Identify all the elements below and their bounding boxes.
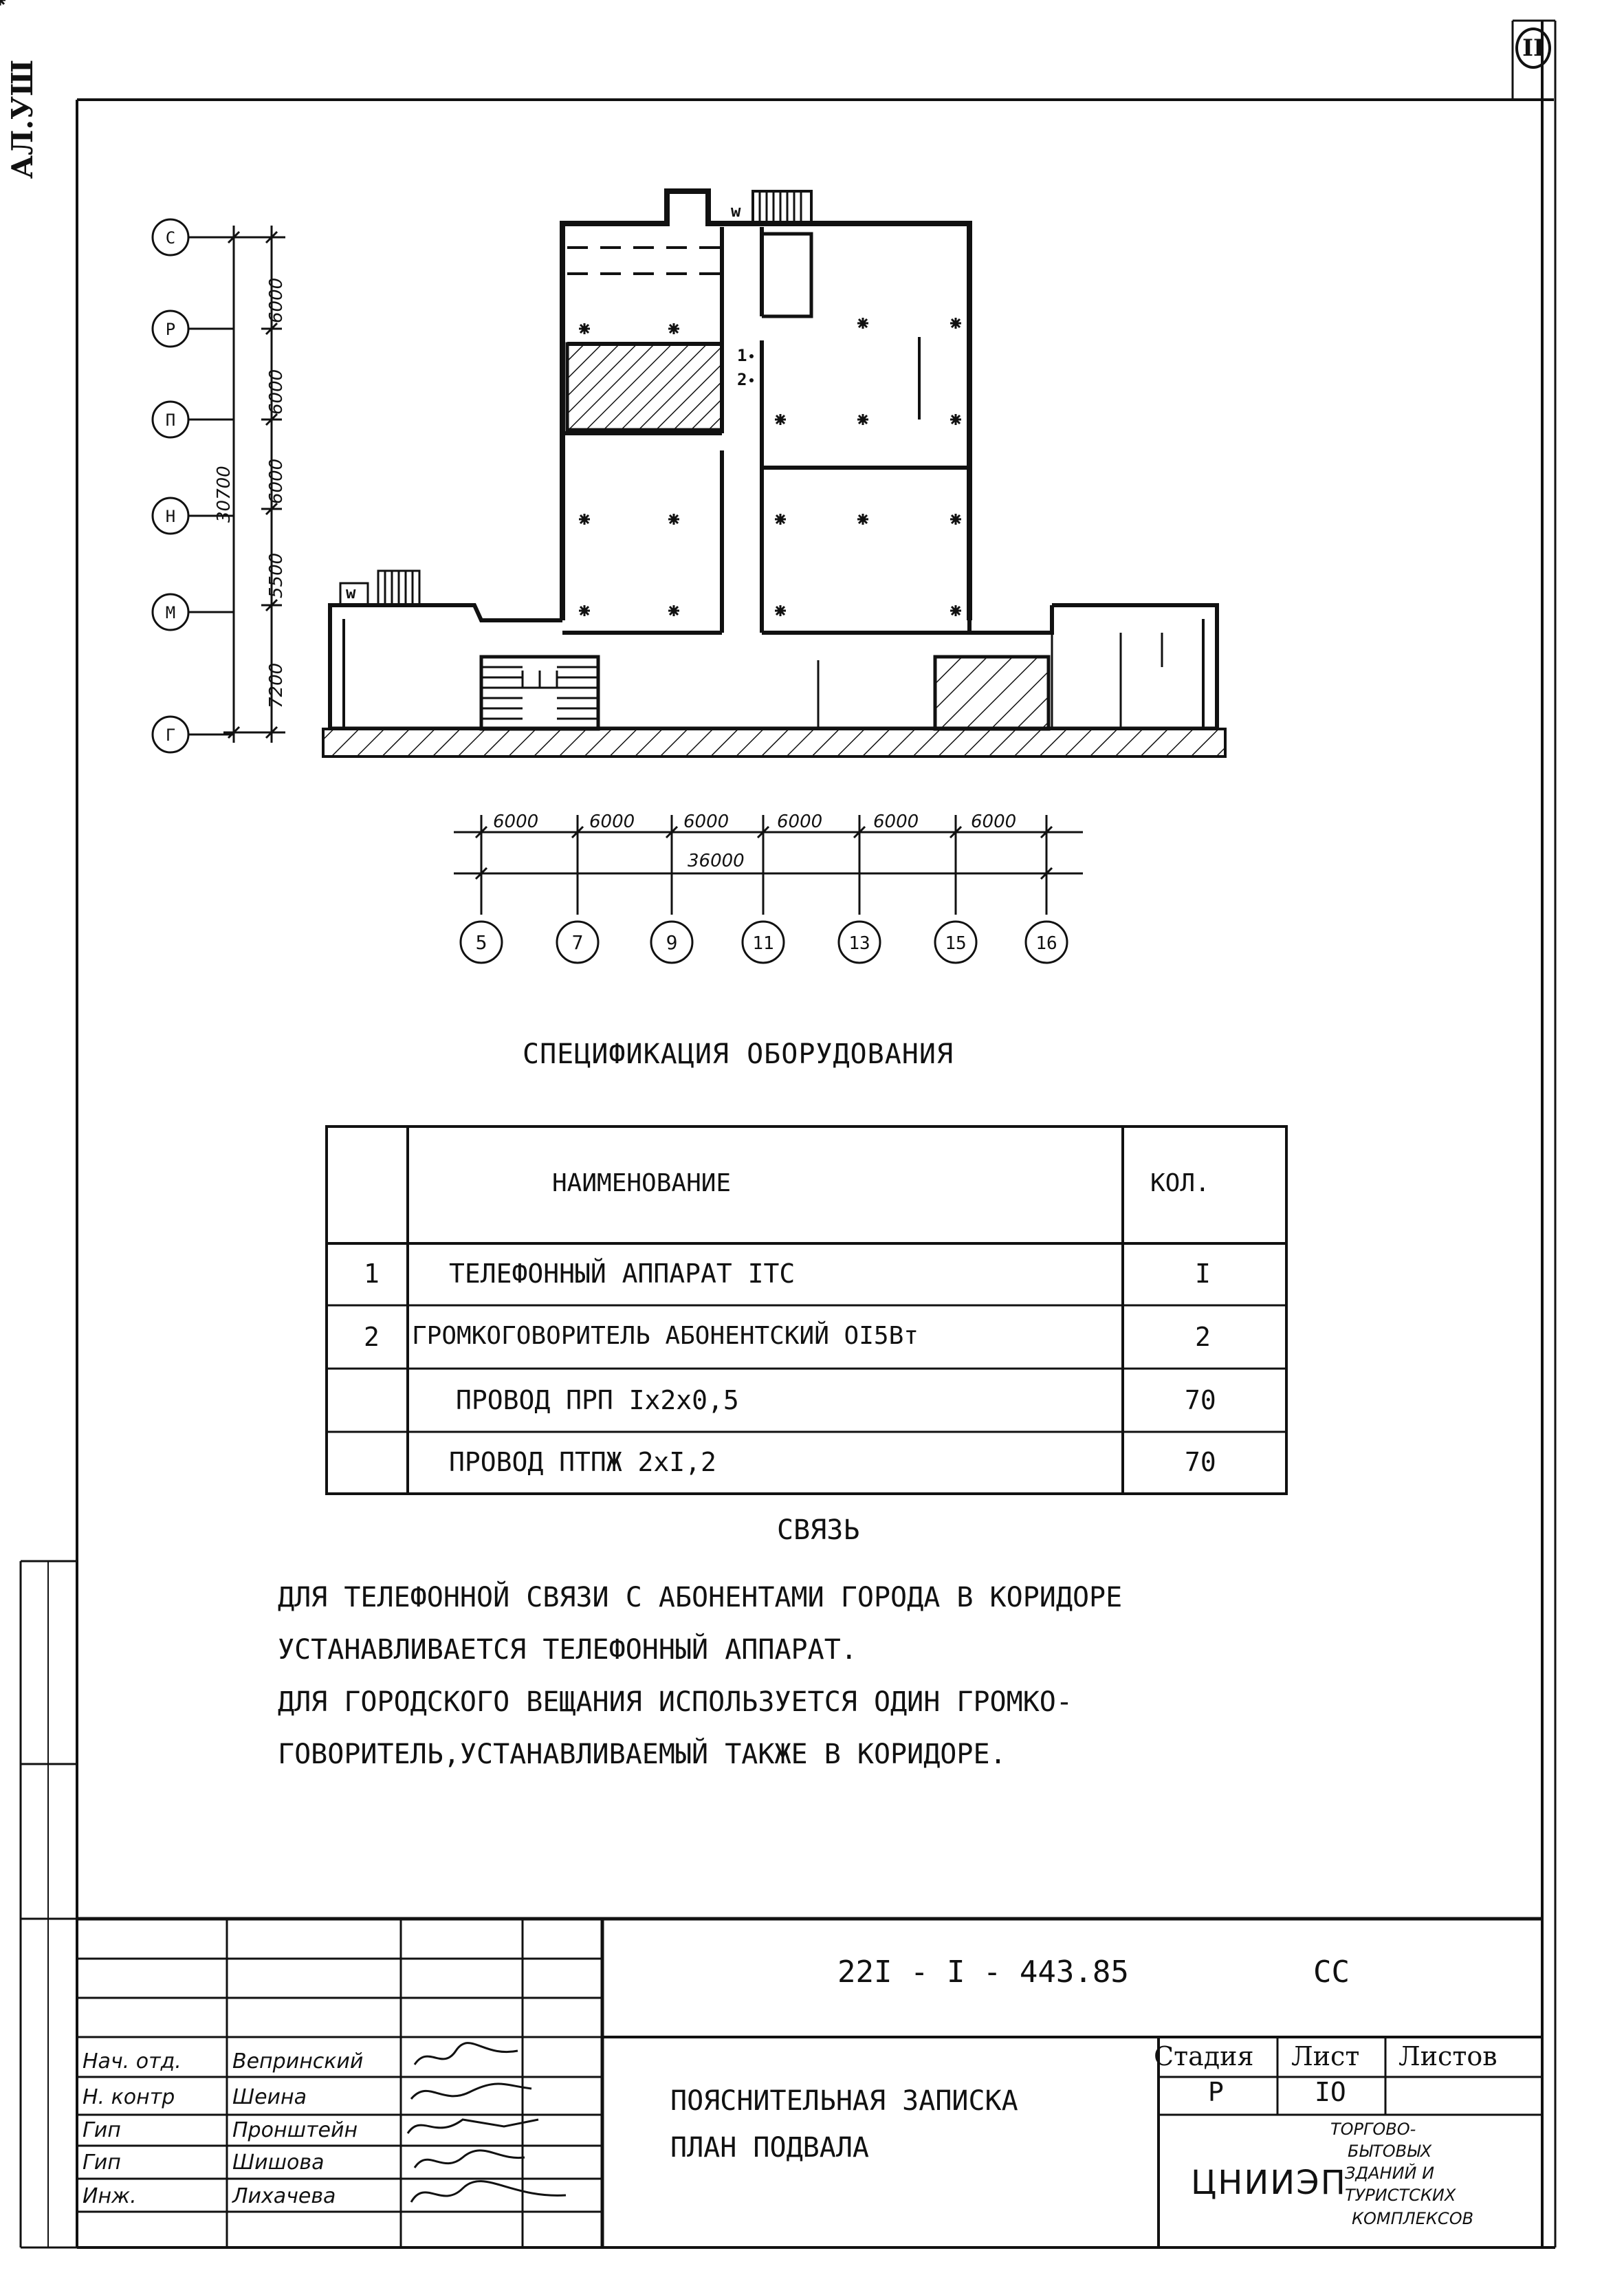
axis-col-5: 5 [475, 931, 487, 954]
col-dim-3: 6000 [683, 812, 729, 832]
axis-row-p: П [165, 411, 176, 430]
name-4: Шишова [232, 2151, 325, 2175]
name-3: Пронштейн [232, 2118, 358, 2142]
axis-row-n: Н [165, 507, 176, 526]
equipment-mark-1: 1 [737, 346, 747, 365]
org-desc-2: БЫТОВЫХ [1348, 2142, 1432, 2161]
org-desc-5: КОМПЛЕКСОВ [1352, 2209, 1474, 2228]
name-2: Шеина [232, 2085, 307, 2109]
spec-row-1-name: ТЕЛЕФОННЫЙ АППАРАТ ITC [449, 1259, 795, 1289]
role-4: Гип [83, 2151, 121, 2175]
name-1: Вепринский [232, 2049, 364, 2073]
notes-line-2: УСТАНАВЛИВАЕТСЯ ТЕЛЕФОННЫЙ АППАРАТ. [278, 1634, 857, 1666]
stage-label: Стадия [1154, 2041, 1254, 2071]
sheets-label: Листов [1398, 2041, 1497, 2071]
axis-col-15: 15 [945, 933, 967, 954]
col-dim-6: 6000 [971, 812, 1017, 832]
notes-heading: СВЯЗЬ [777, 1514, 860, 1546]
axis-row-r: Р [165, 320, 176, 339]
doc-mark: СС [1313, 1955, 1350, 1990]
axis-col-7: 7 [571, 931, 584, 954]
role-1: Нач. отд. [83, 2049, 182, 2073]
description-line-1: ПОЯСНИТЕЛЬНАЯ ЗАПИСКА [670, 2085, 1018, 2117]
spec-title: СПЕЦИФИКАЦИЯ ОБОРУДОВАНИЯ [523, 1038, 954, 1070]
col-dim-4: 6000 [777, 812, 823, 832]
axis-col-13: 13 [848, 933, 870, 954]
equipment-mark-2: 2 [737, 370, 747, 389]
role-2: Н. контр [83, 2085, 175, 2109]
org-desc-4: ТУРИСТСКИХ [1345, 2186, 1456, 2205]
role-5: Инж. [83, 2184, 137, 2208]
spec-row-3-qty: 70 [1185, 1385, 1216, 1415]
axis-row-c: С [165, 228, 176, 248]
name-5: Лихачева [232, 2184, 336, 2208]
row-dim-3: 6000 [266, 458, 287, 504]
row-dim-1: 6000 [266, 277, 287, 323]
axis-col-16: 16 [1035, 933, 1057, 954]
spec-header-qty: КОЛ. [1150, 1169, 1210, 1197]
row-dim-2: 6000 [266, 369, 287, 415]
stage-value: Р [1208, 2077, 1224, 2107]
doc-code: 22I - I - 443.85 [837, 1955, 1129, 1990]
sheet-label: Лист [1291, 2041, 1360, 2071]
row-dim-4: 5500 [266, 552, 287, 598]
spec-row-1-qty: I [1195, 1259, 1211, 1289]
axis-col-9: 9 [666, 931, 678, 954]
col-dim-2: 6000 [589, 812, 635, 832]
spec-row-4-name: ПРОВОД ПТПЖ 2xI,2 [449, 1447, 716, 1477]
spec-row-2-qty: 2 [1195, 1322, 1211, 1352]
stair-mark-left: w [346, 583, 356, 602]
signatures [401, 2037, 602, 2247]
description-line-2: ПЛАН ПОДВАЛА [670, 2132, 869, 2164]
col-dim-5: 6000 [873, 812, 919, 832]
axis-row-m: М [165, 603, 176, 622]
col-total: 36000 [688, 851, 745, 871]
spec-header-name: НАИМЕНОВАНИЕ [552, 1169, 732, 1197]
org-desc-3: ЗДАНИЙ И [1345, 2164, 1435, 2183]
row-dim-5: 7200 [266, 662, 287, 708]
notes-line-3: ДЛЯ ГОРОДСКОГО ВЕЩАНИЯ ИСПОЛЬЗУЕТСЯ ОДИН ГРОМКО- [278, 1686, 1073, 1718]
org-name: ЦНИИЭП [1191, 2164, 1347, 2202]
axis-row-g: Г [165, 726, 176, 745]
spec-row-2-name: ГРОМКОГОВОРИТЕЛЬ АБОНЕНТСКИЙ OI5Вт [412, 1322, 919, 1350]
spec-row-4-qty: 70 [1185, 1447, 1216, 1477]
side-code-label: АЛ.УШ [6, 59, 39, 179]
spec-row-2-pos: 2 [364, 1322, 380, 1352]
page-marker-label: II [1522, 34, 1544, 62]
stair-mark-top: w [731, 202, 741, 221]
org-desc-1: ТОРГОВО- [1330, 2120, 1416, 2139]
axis-col-11: 11 [752, 933, 774, 954]
row-total: 30700 [214, 466, 234, 523]
col-dim-1: 6000 [493, 812, 539, 832]
role-3: Гип [83, 2118, 121, 2142]
notes-line-4: ГОВОРИТЕЛЬ,УСТАНАВЛИВАЕМЫЙ ТАКЖЕ В КОРИДОРЕ. [278, 1739, 1007, 1770]
notes-line-1: ДЛЯ ТЕЛЕФОННОЙ СВЯЗИ С АБОНЕНТАМИ ГОРОДА В КОРИДОРЕ [278, 1582, 1123, 1613]
sheet-value: IO [1315, 2077, 1346, 2107]
spec-row-3-name: ПРОВОД ПРП Ix2x0,5 [456, 1385, 739, 1415]
spec-row-1-pos: 1 [364, 1259, 380, 1289]
